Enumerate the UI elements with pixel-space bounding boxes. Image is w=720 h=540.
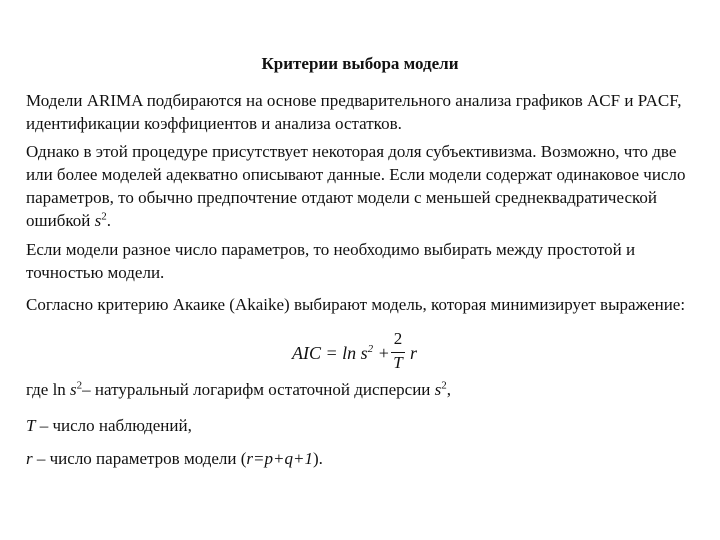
- definition-end: ,: [446, 380, 452, 399]
- definition-var-T: T: [26, 416, 36, 435]
- definition-r: [26, 447, 694, 470]
- aic-formula: [292, 330, 452, 376]
- variable-s: s: [94, 211, 102, 230]
- slide-title: Критерии выбора модели: [261, 54, 459, 73]
- paragraph-subjectivity-text: Однако в этой процедуре присутствует некоторая доля субъективизма. Возможно, что две или более моделей адекватно описывают данные. Если модели содержат одинаковое число параметров, то обычно предпочтение отдают модели с меньшей среднеквадратической ошибкой: [26, 142, 686, 230]
- definition-sup2: 2: [441, 379, 447, 392]
- paragraph-end-period: .: [106, 211, 111, 230]
- definition-prefix: где ln: [26, 380, 71, 399]
- definition-T-text: – число наблюдений,: [35, 416, 192, 435]
- formula-denominator: T: [393, 353, 403, 372]
- superscript-2: 2: [101, 210, 107, 223]
- definition-var-s: s: [70, 380, 77, 399]
- formula-fraction: [390, 330, 406, 376]
- formula-lhs: [292, 343, 390, 364]
- formula-lhs-text: AIC = ln s: [292, 343, 368, 363]
- definition-r-equation: r=p+q+1: [246, 449, 313, 468]
- definition-var-s2: s: [434, 380, 442, 399]
- definition-r-end: ).: [312, 449, 323, 468]
- paragraph-parameter-count: Если модели разное число параметров, то необходимо выбирать между простотой и точностью модели.: [26, 240, 636, 282]
- paragraph-arima-selection: Модели ARIMA подбираются на основе предварительного анализа графиков ACF и PACF, идентификации коэффициентов и анализа остатков.: [26, 91, 682, 133]
- paragraph-subjectivity: [26, 140, 694, 232]
- formula-numerator: 2: [393, 329, 403, 348]
- formula-r: r: [410, 343, 418, 363]
- formula-plus: +: [373, 343, 390, 363]
- definition-sup: 2: [76, 379, 83, 392]
- definition-var-r: r: [26, 449, 33, 468]
- definition-ln-s2: [26, 378, 694, 401]
- definition-T: [26, 414, 694, 437]
- definition-text: – натуральный логарифм остаточной дисперсии: [82, 380, 435, 399]
- definition-r-text: – число параметров модели (: [32, 449, 247, 468]
- formula-lhs-superscript: 2: [367, 343, 374, 355]
- paragraph-akaike-criterion: Согласно критерию Акаике (Akaike) выбирают модель, которая минимизирует выражение:: [26, 295, 686, 314]
